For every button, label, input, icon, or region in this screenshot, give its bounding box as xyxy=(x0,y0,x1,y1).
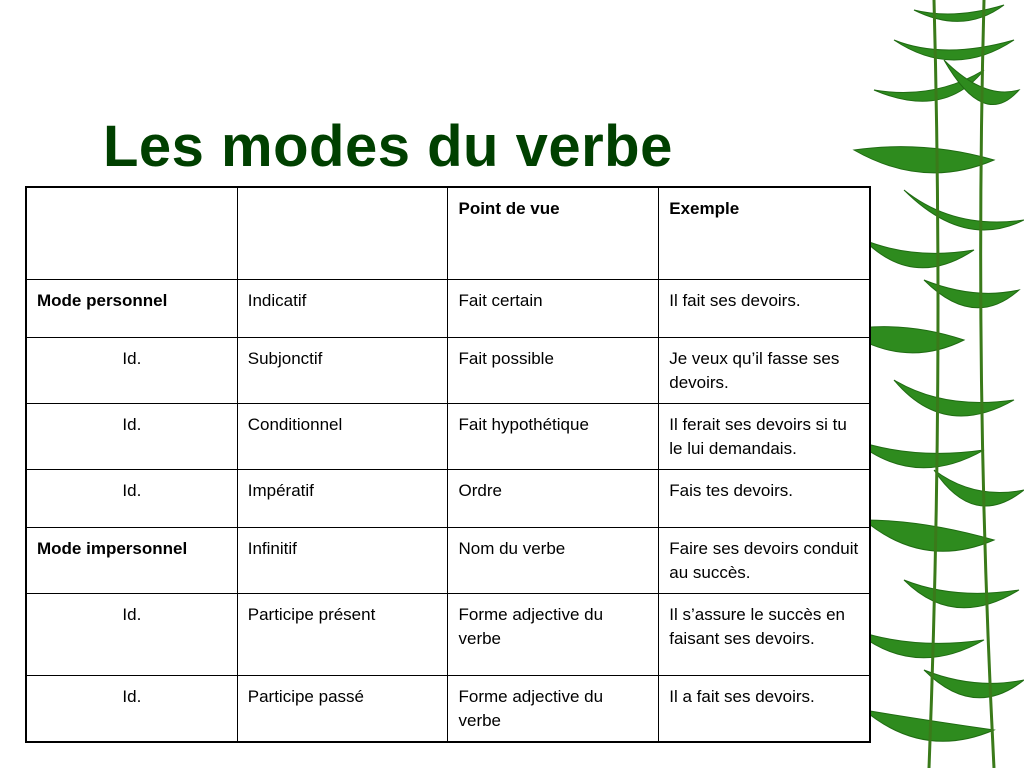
view-cell: Forme adjective du verbe xyxy=(448,594,659,676)
header-cell xyxy=(26,187,237,280)
mode-cell: Id. xyxy=(26,676,237,743)
table-row xyxy=(26,676,870,743)
table-row xyxy=(26,528,870,594)
header-exemple: Exemple xyxy=(659,187,870,280)
example-cell: Il s’assure le succès en faisant ses devoirs. xyxy=(659,594,870,676)
mode-cell: Id. xyxy=(26,338,237,404)
name-cell: Participe présent xyxy=(237,594,448,676)
slide-title: Les modes du verbe xyxy=(103,114,673,179)
view-cell: Fait certain xyxy=(448,280,659,338)
example-cell: Fais tes devoirs. xyxy=(659,470,870,528)
mode-cell: Id. xyxy=(26,404,237,470)
view-cell: Fait hypothétique xyxy=(448,404,659,470)
mode-cell: Id. xyxy=(26,594,237,676)
view-cell: Nom du verbe xyxy=(448,528,659,594)
name-cell: Indicatif xyxy=(237,280,448,338)
header-point-de-vue: Point de vue xyxy=(448,187,659,280)
table-header-row xyxy=(26,187,870,280)
example-cell: Il ferait ses devoirs si tu le lui demandais. xyxy=(659,404,870,470)
table-row xyxy=(26,280,870,338)
example-cell: Faire ses devoirs conduit au succès. xyxy=(659,528,870,594)
modes-table xyxy=(25,186,871,743)
mode-cell: Mode impersonnel xyxy=(26,528,237,594)
table-row xyxy=(26,338,870,404)
name-cell: Impératif xyxy=(237,470,448,528)
view-cell: Fait possible xyxy=(448,338,659,404)
example-cell: Je veux qu’il fasse ses devoirs. xyxy=(659,338,870,404)
example-cell: Il fait ses devoirs. xyxy=(659,280,870,338)
name-cell: Infinitif xyxy=(237,528,448,594)
example-cell: Il a fait ses devoirs. xyxy=(659,676,870,743)
header-cell xyxy=(237,187,448,280)
table-row xyxy=(26,404,870,470)
name-cell: Subjonctif xyxy=(237,338,448,404)
name-cell: Conditionnel xyxy=(237,404,448,470)
name-cell: Participe passé xyxy=(237,676,448,743)
view-cell: Forme adjective du verbe xyxy=(448,676,659,743)
mode-cell: Id. xyxy=(26,470,237,528)
table-row xyxy=(26,594,870,676)
view-cell: Ordre xyxy=(448,470,659,528)
table-row xyxy=(26,470,870,528)
mode-cell: Mode personnel xyxy=(26,280,237,338)
